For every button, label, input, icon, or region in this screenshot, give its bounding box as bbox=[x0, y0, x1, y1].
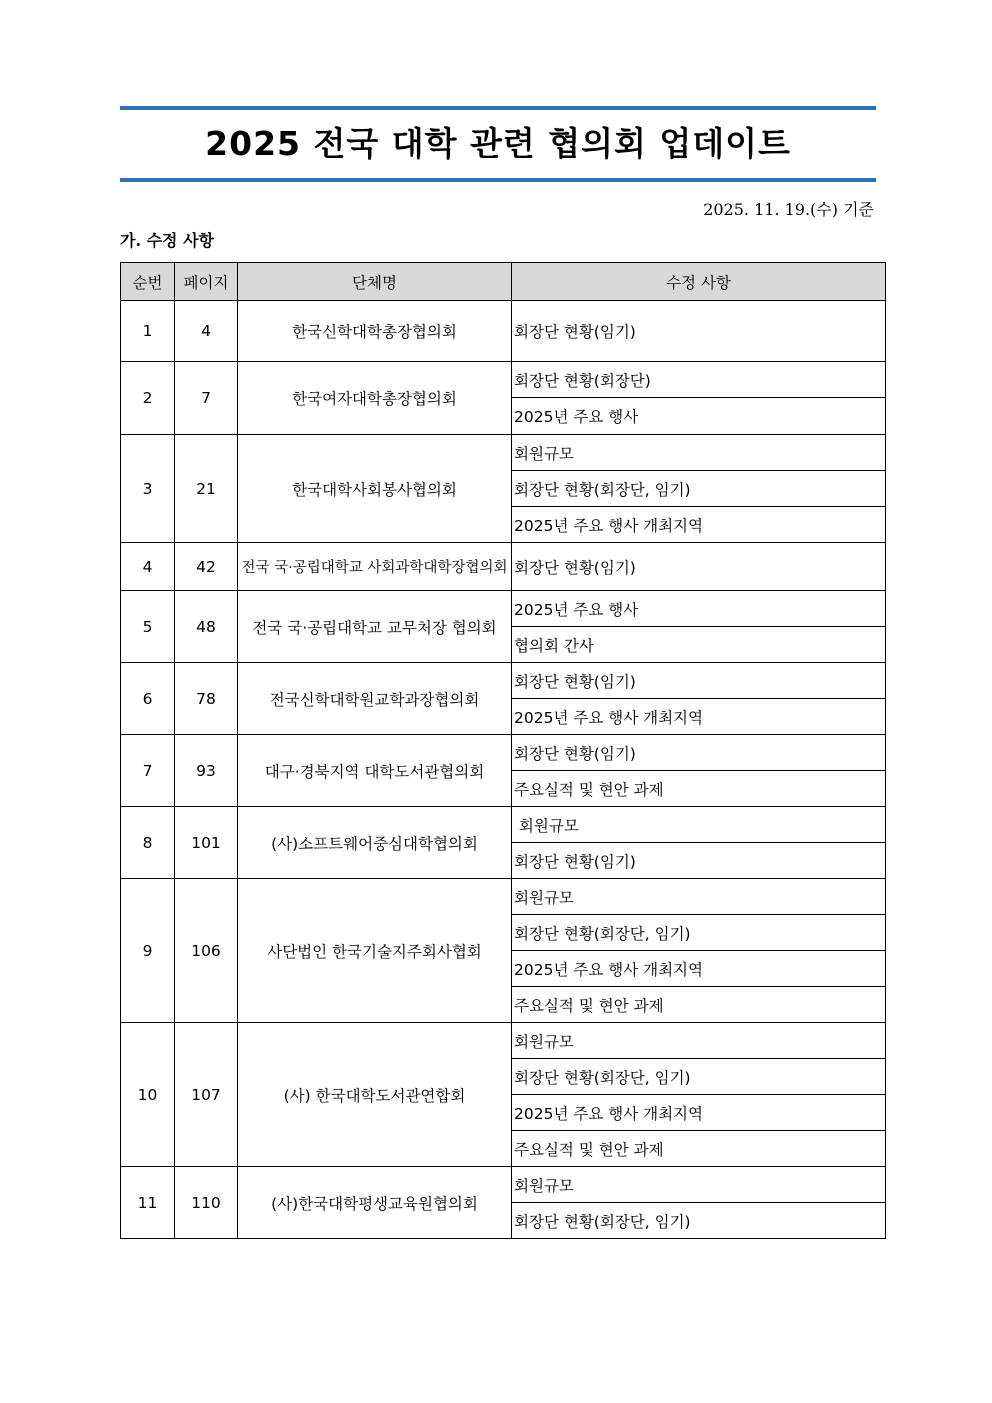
row-change: 2025년 주요 행사 개최지역 bbox=[512, 699, 886, 735]
table-row bbox=[121, 301, 886, 362]
row-change: 회장단 현황(회장단, 임기) bbox=[512, 915, 886, 951]
row-no: 8 bbox=[121, 807, 175, 879]
reference-date: 2025. 11. 19.(수) 기준 bbox=[703, 200, 874, 219]
row-page: 101 bbox=[175, 807, 238, 879]
row-change: 회장단 현황(회장단) bbox=[512, 362, 886, 398]
row-page: 4 bbox=[175, 301, 238, 362]
table-row bbox=[121, 1167, 886, 1203]
header-no: 순번 bbox=[121, 263, 175, 301]
row-change: 2025년 주요 행사 개최지역 bbox=[512, 1095, 886, 1131]
row-page: 42 bbox=[175, 543, 238, 591]
document-title: 2025 전국 대학 관련 협의회 업데이트 bbox=[205, 124, 791, 163]
row-change: 회원규모 bbox=[512, 1023, 886, 1059]
row-no: 4 bbox=[121, 543, 175, 591]
row-org: 사단법인 한국기술지주회사협회 bbox=[238, 879, 512, 1023]
row-change: 주요실적 및 현안 과제 bbox=[512, 771, 886, 807]
row-change: 2025년 주요 행사 개최지역 bbox=[512, 951, 886, 987]
title-rule-bottom bbox=[120, 178, 876, 182]
section-title: 가. 수정 사항 bbox=[120, 231, 214, 250]
table-row bbox=[121, 543, 886, 591]
row-page: 93 bbox=[175, 735, 238, 807]
changes-table bbox=[120, 262, 886, 1239]
row-org: 한국신학대학총장협의회 bbox=[238, 301, 512, 362]
table-row bbox=[121, 879, 886, 915]
row-no: 7 bbox=[121, 735, 175, 807]
row-org: (사) 한국대학도서관연합회 bbox=[238, 1023, 512, 1167]
row-change: 회원규모 bbox=[512, 1167, 886, 1203]
row-no: 3 bbox=[121, 435, 175, 543]
row-page: 106 bbox=[175, 879, 238, 1023]
row-page: 110 bbox=[175, 1167, 238, 1239]
row-page: 7 bbox=[175, 362, 238, 435]
row-change: 2025년 주요 행사 bbox=[512, 591, 886, 627]
row-no: 11 bbox=[121, 1167, 175, 1239]
row-org: 한국여자대학총장협의회 bbox=[238, 362, 512, 435]
row-change: 2025년 주요 행사 bbox=[512, 398, 886, 435]
table-row bbox=[121, 663, 886, 699]
row-change: 협의회 간사 bbox=[512, 627, 886, 663]
table-row bbox=[121, 591, 886, 627]
table-row bbox=[121, 1023, 886, 1059]
row-change: 회장단 현황(회장단, 임기) bbox=[512, 1059, 886, 1095]
row-change: 회장단 현황(임기) bbox=[512, 301, 886, 362]
row-change: 회장단 현황(회장단, 임기) bbox=[512, 1203, 886, 1239]
row-change: 회장단 현황(임기) bbox=[512, 663, 886, 699]
row-change: 회원규모 bbox=[512, 807, 886, 843]
header-changes: 수정 사항 bbox=[512, 263, 886, 301]
row-change: 주요실적 및 현안 과제 bbox=[512, 987, 886, 1023]
row-no: 1 bbox=[121, 301, 175, 362]
row-no: 6 bbox=[121, 663, 175, 735]
row-org: 대구·경북지역 대학도서관협의회 bbox=[238, 735, 512, 807]
row-org: 전국 국·공립대학교 교무처장 협의회 bbox=[238, 591, 512, 663]
row-page: 107 bbox=[175, 1023, 238, 1167]
table-row bbox=[121, 362, 886, 398]
row-no: 9 bbox=[121, 879, 175, 1023]
table-row bbox=[121, 435, 886, 471]
row-org: 전국신학대학원교학과장협의회 bbox=[238, 663, 512, 735]
row-change: 회장단 현황(회장단, 임기) bbox=[512, 471, 886, 507]
row-org: (사)한국대학평생교육원협의회 bbox=[238, 1167, 512, 1239]
row-change: 회장단 현황(임기) bbox=[512, 843, 886, 879]
row-org: 전국 국·공립대학교 사회과학대학장협의회 bbox=[238, 543, 512, 591]
title-rule-top bbox=[120, 106, 876, 110]
row-change: 회장단 현황(임기) bbox=[512, 543, 886, 591]
row-org: 한국대학사회봉사협의회 bbox=[238, 435, 512, 543]
table-row bbox=[121, 735, 886, 771]
row-no: 2 bbox=[121, 362, 175, 435]
table-row bbox=[121, 807, 886, 843]
row-change: 회장단 현황(임기) bbox=[512, 735, 886, 771]
header-page: 페이지 bbox=[175, 263, 238, 301]
table-header-row bbox=[121, 263, 886, 301]
row-page: 21 bbox=[175, 435, 238, 543]
row-org: (사)소프트웨어중심대학협의회 bbox=[238, 807, 512, 879]
row-page: 48 bbox=[175, 591, 238, 663]
row-no: 10 bbox=[121, 1023, 175, 1167]
row-change: 회원규모 bbox=[512, 435, 886, 471]
header-org: 단체명 bbox=[238, 263, 512, 301]
row-change: 2025년 주요 행사 개최지역 bbox=[512, 507, 886, 543]
row-change: 주요실적 및 현안 과제 bbox=[512, 1131, 886, 1167]
row-page: 78 bbox=[175, 663, 238, 735]
row-no: 5 bbox=[121, 591, 175, 663]
row-change: 회원규모 bbox=[512, 879, 886, 915]
